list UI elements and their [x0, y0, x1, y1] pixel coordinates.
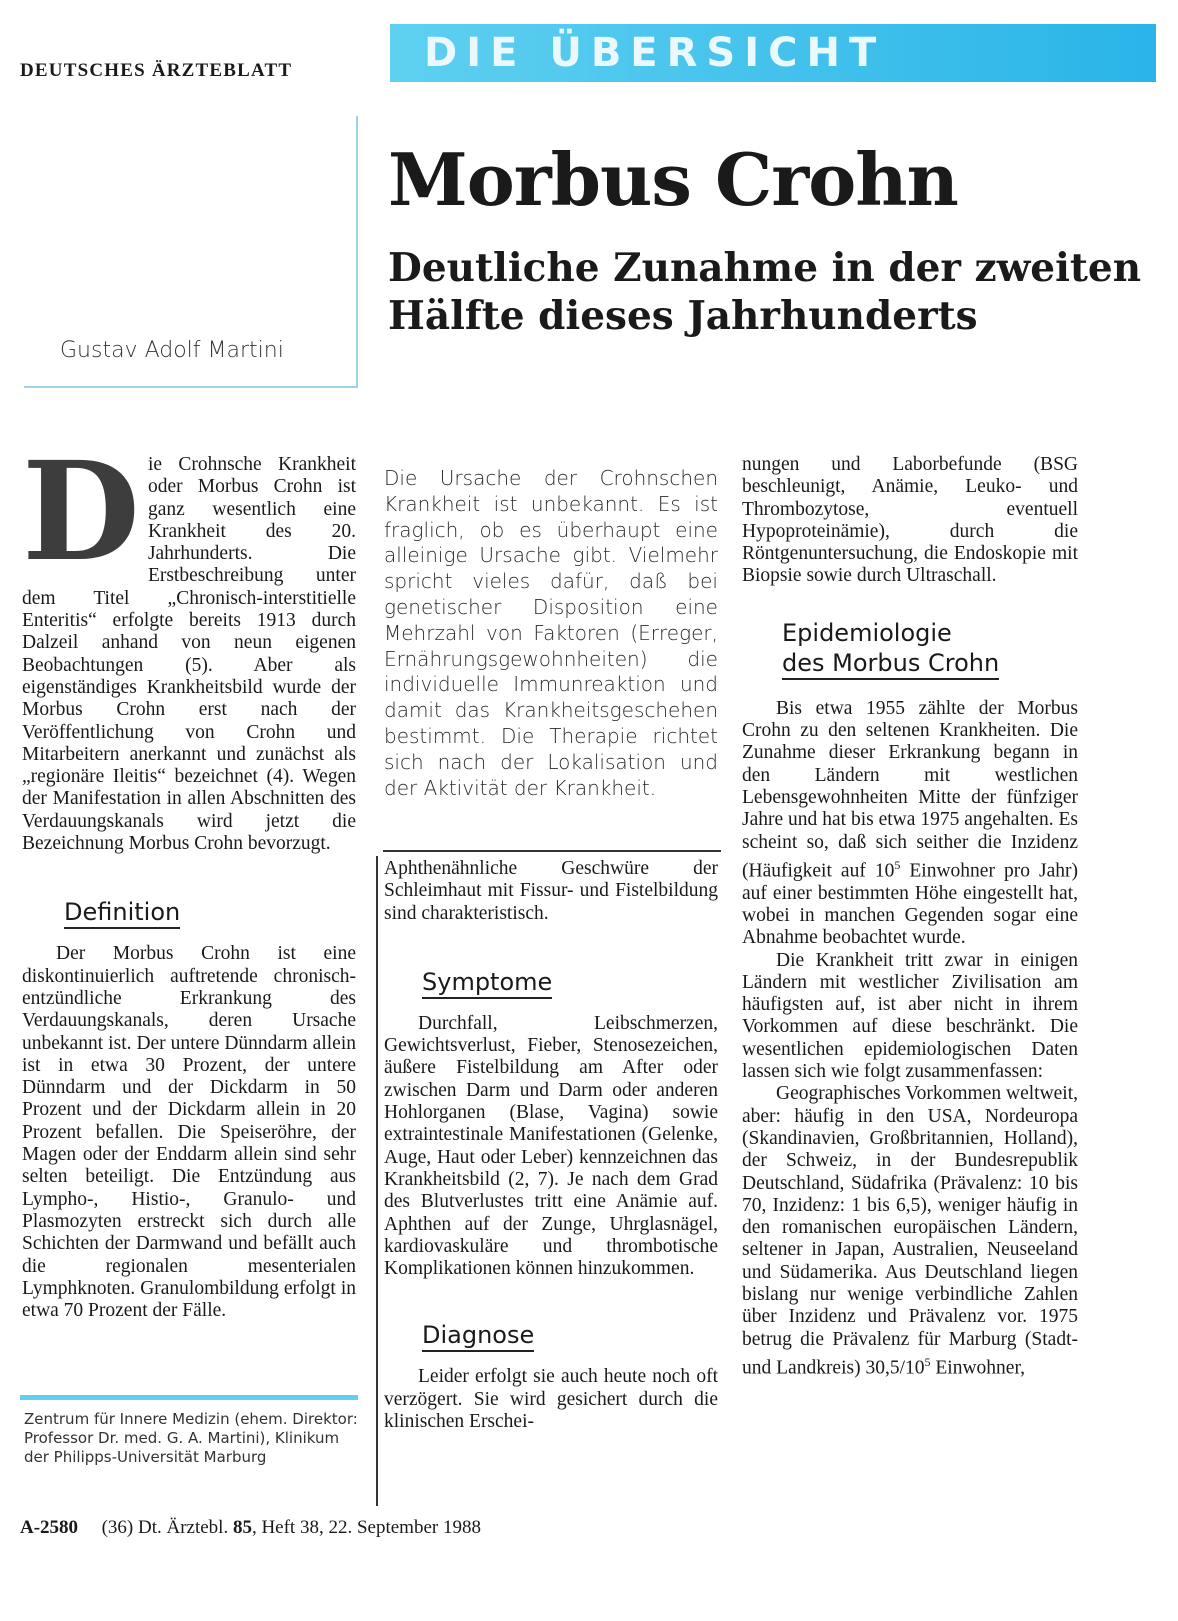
section-divider — [20, 1395, 358, 1400]
article-subtitle: Deutliche Zunahme in der zweiten Hälfte dieses Jahrhunderts — [388, 245, 1142, 339]
article-title: Morbus Crohn — [388, 137, 958, 222]
citation-prefix: (36) Dt. Ärztebl. — [101, 1517, 229, 1538]
summary-rule — [383, 850, 721, 852]
citation-volume: 85 — [232, 1517, 252, 1538]
col3-continuation-paragraph: nungen und Laborbefunde (BSG beschleunigt, Anämie, Leuko- und Thrombozytose, eventuell Hypoproteinämie), durch die Röntgenuntersuchung, die Endoskopie mit Biopsie sowie durch Ultraschall. — [742, 454, 1078, 587]
column-3 — [742, 454, 1078, 1380]
section-banner — [390, 24, 1156, 82]
epidemiology-paragraph-3: Geographisches Vorkommen weltweit, aber: häufig in den USA, Nordeuropa (Skandinavien, Großbritannien, Holland), der Schweiz, in der Bundesrepublik Deutschland, Südafrika (Prävalenz: 10 bis 70, Inzidenz: 1 bis 6,5), weniger häufig in den romanischen europäischen Ländern, seltener in Japan, Australien, Neuseeland und Südamerika. Aus Deutschland liegen bislang nur wenige verbindliche Zahlen über Inzidenz und Prävalenz vor. 1975 betrug die Prävalenz für Marburg (Stadt- und Landkreis) $30,5/10^5$ Einwohner, — [742, 1083, 1079, 1379]
drop-cap: D — [22, 432, 140, 592]
column-rule — [376, 856, 378, 1506]
epidemiology-paragraph-1: Bis etwa 1955 zählte der Morbus Crohn zu den seltenen Krankheiten. Die Zunahme dieser Erkrankung begann in den Ländern mit westlichen Lebensgewohnheiten Mitte der fünfziger Jahre und hat bis etwa 1975 angehalten. Es scheint so, daß sich seither die Inzidenz (Häufigkeit auf $10^5$ Einwohner pro Jahr) auf einer bestimmten Höhe eingestellt hat, wobei in manchen Gegenden sogar eine Abnahme beobachtet wurde. — [742, 697, 1078, 949]
page-footer — [20, 1517, 481, 1539]
diagnose-paragraph: Leider erfolgt sie auch heute noch oft verzögert. Sie wird gesichert durch die klinischen Erschei- — [384, 1366, 718, 1433]
section-banner-label: DIE ÜBERSICHT — [424, 30, 886, 76]
heading-definition: Definition — [64, 897, 180, 929]
epidemiology-paragraph-2: Die Krankheit tritt zwar in einigen Ländern mit westlicher Zivilisation am häufigsten auf, ist aber nicht in ihrem Vorkommen auf diese beschränkt. Die wesentlichen epidemiologischen Daten lassen sich wie folgt zusammenfassen: — [742, 949, 1078, 1083]
definition-paragraph: Der Morbus Crohn ist eine diskontinuierlich auftretende chronisch-entzündliche Erkrankung des Verdauungskanals, deren Ursache unbekannt ist. Der untere Dünndarm allein ist in etwa 30 Prozent, der untere Dünndarm und der Dickdarm in 50 Prozent und der Dickdarm allein in 20 Prozent befallen. Die Speiseröhre, der Magen oder der Enddarm allein sind sehr selten beteiligt. Die Entzündung aus Lympho-, Histio-, Granulo- und Plasmozyten erstreckt sich durch alle Schichten der Darmwand und befällt auch die regionalen mesenterialen Lymphknoten. Granulombildung erfolgt in etwa 70 Prozent der Fälle. — [22, 943, 356, 1322]
author-name: Gustav Adolf Martini — [60, 338, 284, 363]
heading-epidemiologie: Epidemiologie des Morbus Crohn — [782, 618, 999, 680]
summary-box: Die Ursache der Crohnschen Krankheit ist unbekannt. Es ist fraglich, ob es überhaupt eine alleinige Ursache gibt. Vielmehr spricht vieles dafür, daß bei genetischer Disposition eine Mehrzahl von Faktoren (Erreger, Ernährungsgewohnheiten) die individuelle Immunreaktion und damit das Krankheitsgeschehen bestimmt. Die Therapie richtet sich nach der Lokalisation und der Aktivität der Krankheit. — [384, 466, 718, 800]
heading-symptome: Symptome — [422, 967, 552, 999]
symptome-paragraph: Durchfall, Leibschmerzen, Gewichtsverlust, Fieber, Stenosezeichen, äußere Fistelbildung am After oder zwischen Darm und Darm oder anderen Hohlorganen (Blase, Vagina) sowie extraintestinale Manifestationen (Gelenke, Auge, Haut oder Leber) kennzeichnen das Krankheitsbild (2, 7). Je nach dem Grad des Blutverlustes tritt eine Anämie auf. Aphthen auf der Zunge, Uhrglasnägel, kardiovaskuläre und thrombotische Komplikationen können hinzukommen. — [384, 1012, 718, 1280]
column-1 — [22, 432, 356, 1322]
citation-suffix: , Heft 38, 22. September 1988 — [251, 1517, 481, 1538]
heading-diagnose: Diagnose — [422, 1320, 534, 1352]
continuation-paragraph: Aphthenähnliche Geschwüre der Schleimhaut mit Fissur- und Fistelbildung sind charakteristisch. — [384, 858, 718, 924]
page-number: A-2580 — [20, 1517, 79, 1538]
author-affiliation: Zentrum für Innere Medizin (ehem. Direktor: Professor Dr. med. G. A. Martini), Klinikum der Philipps-Universität Marburg — [24, 1410, 358, 1466]
journal-name: DEUTSCHES ÄRZTEBLATT — [20, 60, 293, 81]
intro-paragraph: ie Crohnsche Krankheit oder Morbus Crohn ist ganz wesentlich eine Krankheit des 20. Jahrhunderts. Die Erstbeschreibung unter dem Titel „Chronisch-interstitielle Enteritis“ erfolgte bereits 1913 durch Dalzeil anhand von neun eigenen Beobachtungen (5). Aber als eigenständiges Krankheitsbild wurde der Morbus Crohn erst nach der Veröffentlichung von Crohn und Mitarbeitern anerkannt und zunächst als „regionäre Ileitis“ bezeichnet (4). Wegen der Manifestation in allen Abschnitten des Verdauungskanals wird jetzt die Bezeichnung Morbus Crohn bevorzugt. — [22, 454, 356, 855]
column-2 — [384, 858, 718, 1433]
